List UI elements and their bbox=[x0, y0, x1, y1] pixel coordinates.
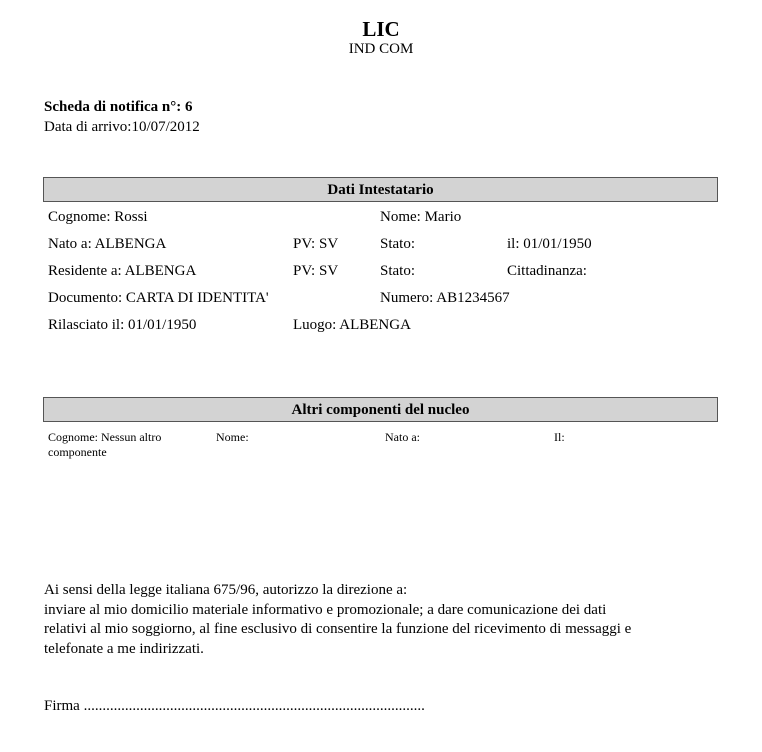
member-birth-place: Nato a: bbox=[385, 430, 420, 444]
document-number: Numero: AB1234567 bbox=[380, 290, 510, 306]
consent-paragraph bbox=[44, 581, 734, 659]
document-type: Documento: CARTA DI IDENTITA' bbox=[48, 290, 269, 306]
holder-surname: Cognome: Rossi bbox=[48, 209, 148, 225]
consent-line-4: telefonate a me indirizzati. bbox=[44, 640, 204, 657]
issue-place: Luogo: ALBENGA bbox=[293, 317, 411, 333]
holder-section-header: Dati Intestatario bbox=[43, 177, 718, 202]
birth-province: PV: SV bbox=[293, 236, 339, 252]
member-birth-date: Il: bbox=[554, 430, 565, 444]
holder-name: Nome: Mario bbox=[380, 209, 462, 225]
birth-country: Stato: bbox=[380, 236, 416, 252]
consent-line-1: Ai sensi della legge italiana 675/96, autorizzo la direzione a: bbox=[44, 582, 408, 598]
document-subtitle: IND COM bbox=[348, 41, 414, 57]
member-surname bbox=[48, 430, 161, 460]
signature-line: Firma ........................................................................................... bbox=[44, 698, 425, 714]
residence-province: PV: SV bbox=[293, 263, 339, 279]
issue-date: Rilasciato il: 01/01/1950 bbox=[48, 317, 197, 333]
member-surname-line2: componente bbox=[48, 445, 107, 459]
arrival-date: Data di arrivo:10/07/2012 bbox=[44, 119, 200, 135]
consent-line-3: relativi al mio soggiorno, al fine esclusivo di consentire la funzione del ricevimento di messaggi e bbox=[44, 621, 632, 637]
residence-country: Stato: bbox=[380, 263, 416, 279]
members-section-header: Altri componenti del nucleo bbox=[43, 397, 718, 422]
citizenship: Cittadinanza: bbox=[507, 263, 587, 279]
notice-number: Scheda di notifica n°: 6 bbox=[44, 99, 193, 115]
member-name: Nome: bbox=[216, 430, 249, 444]
document-title: LIC bbox=[362, 17, 400, 41]
residence-place: Residente a: ALBENGA bbox=[48, 263, 197, 279]
member-surname-line1: Cognome: Nessun altro bbox=[48, 430, 162, 444]
birth-place: Nato a: ALBENGA bbox=[48, 236, 167, 252]
birth-date: il: 01/01/1950 bbox=[507, 236, 592, 252]
consent-line-2: inviare al mio domicilio materiale informativo e promozionale; a dare comunicazione dei dati bbox=[44, 601, 607, 618]
